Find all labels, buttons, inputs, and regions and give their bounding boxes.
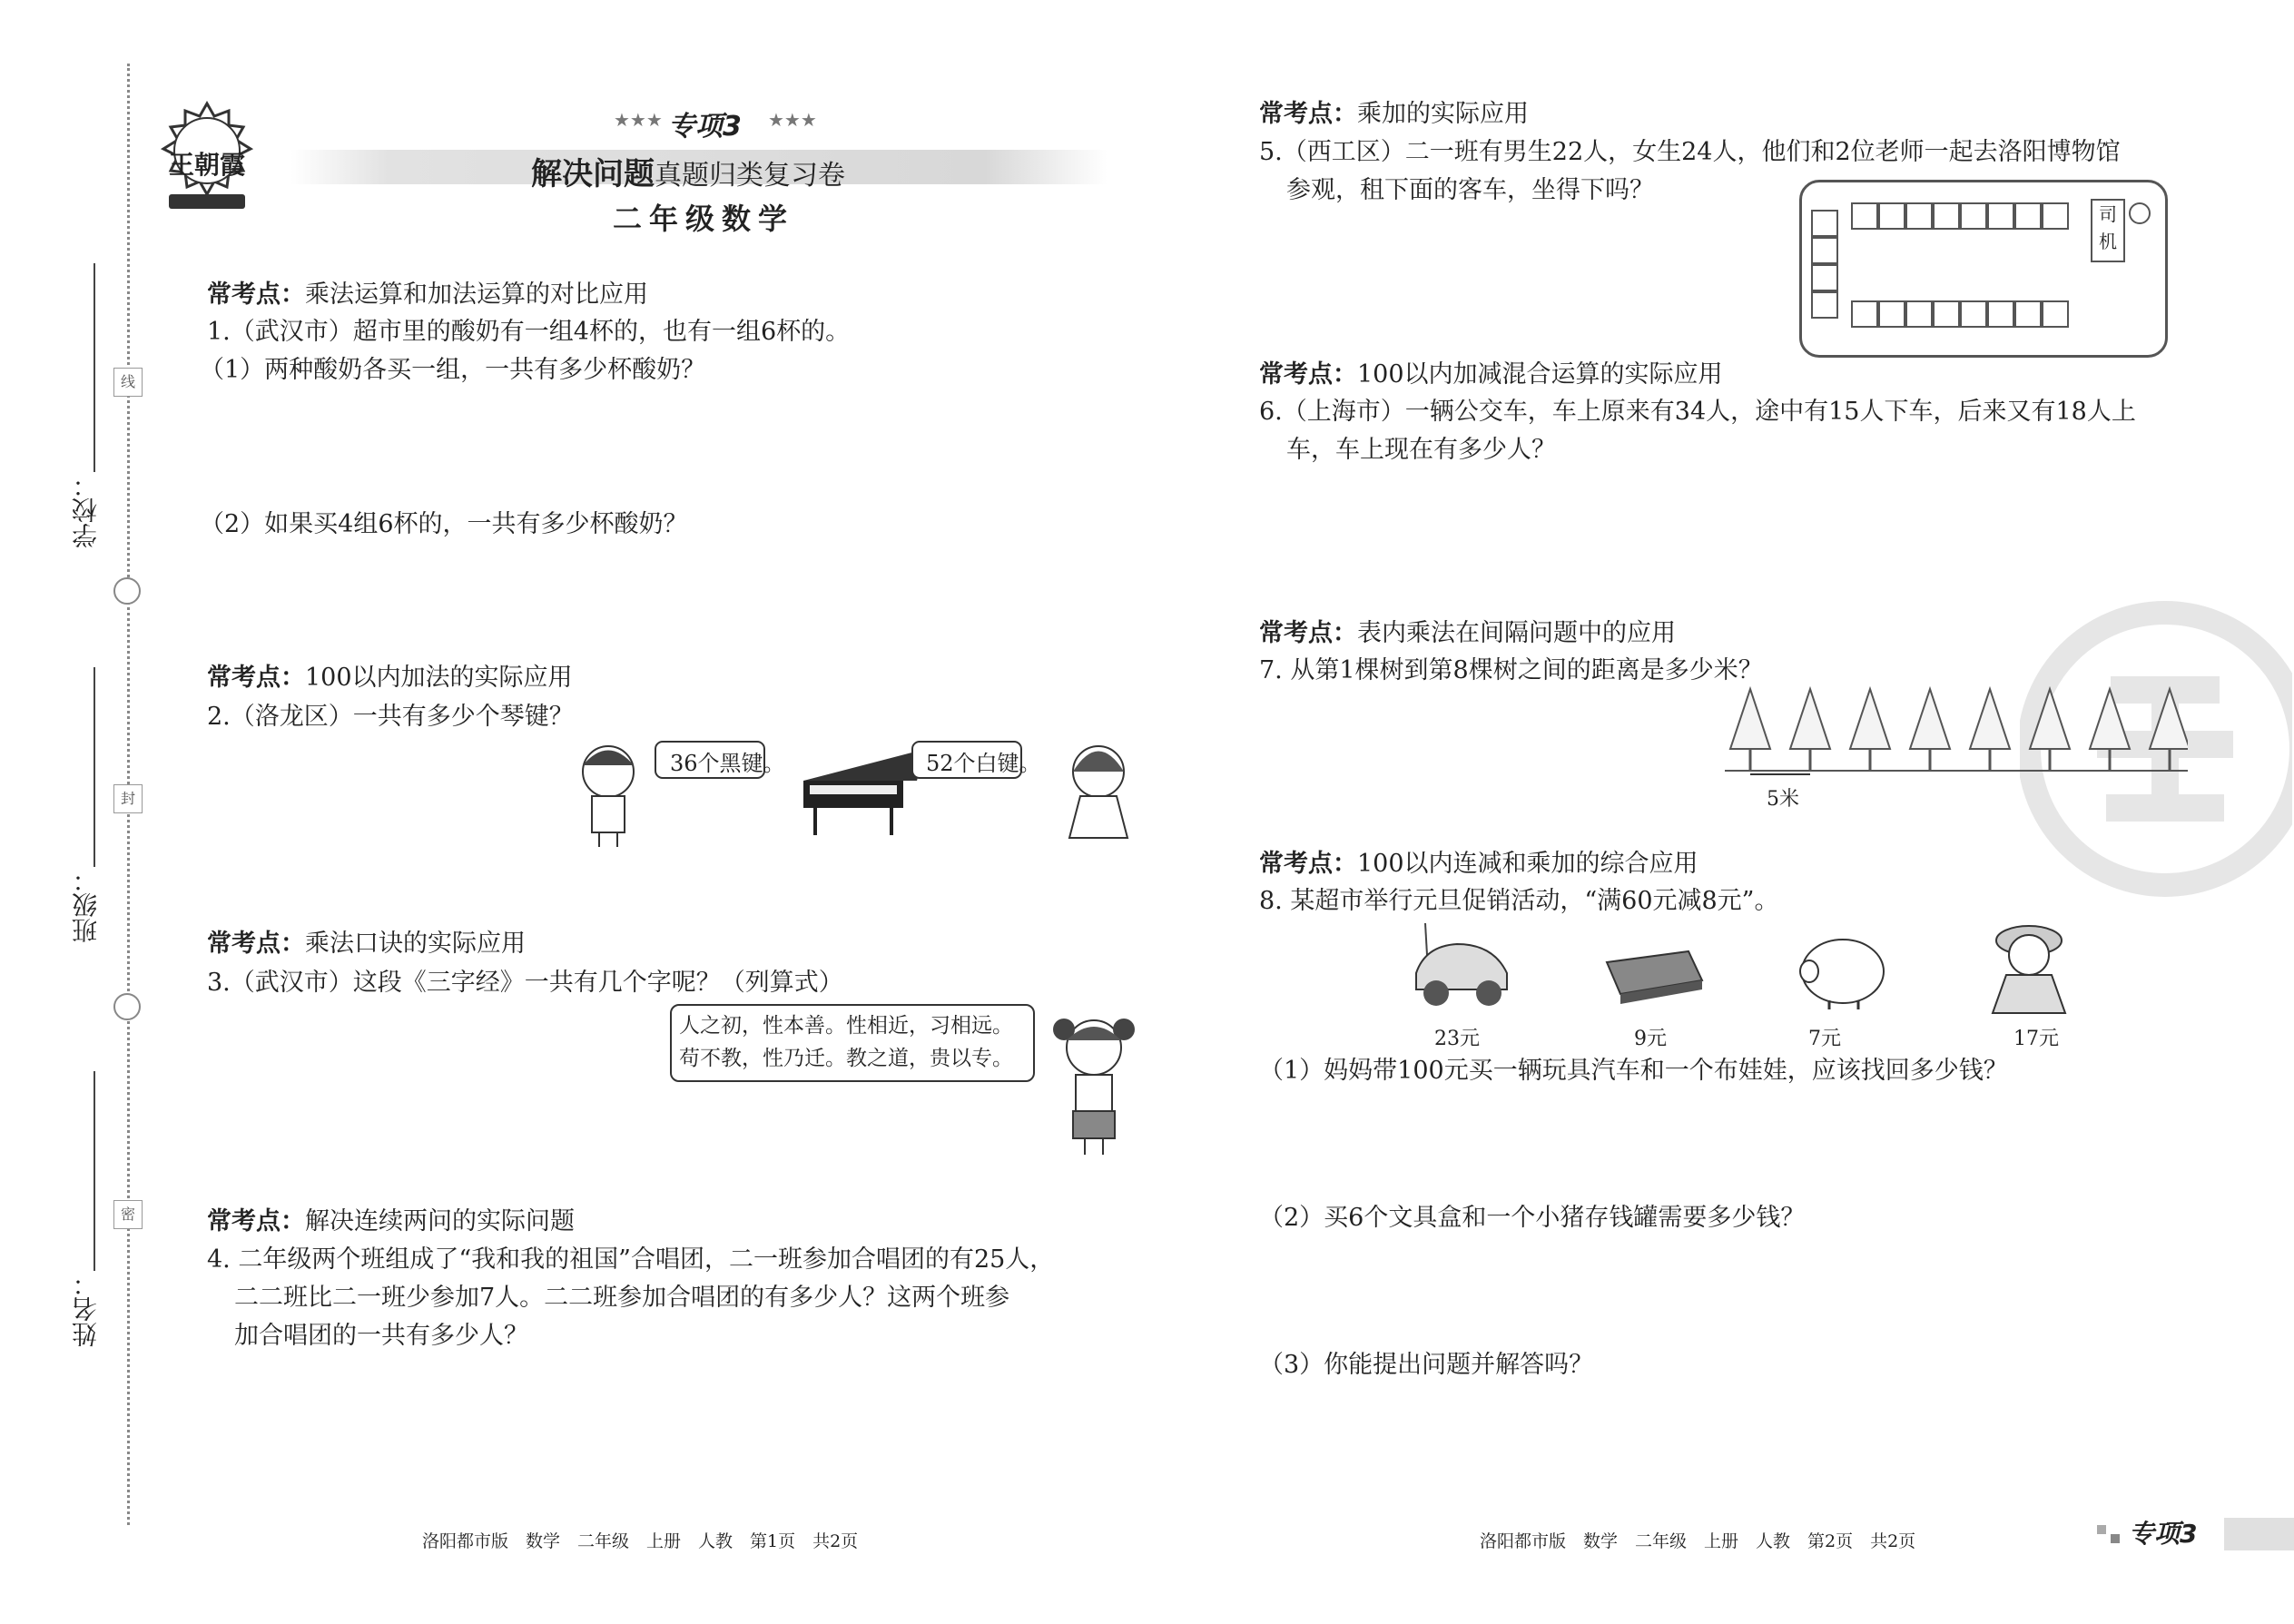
seat bbox=[2042, 300, 2069, 328]
logo-text: 王朝霞 bbox=[168, 150, 245, 180]
question-1-part-1: （1）两种酸奶各买一组，一共有多少杯酸奶？ bbox=[200, 356, 706, 384]
seat bbox=[1905, 300, 1933, 328]
question-6-line-1: 6.（上海市）一辆公交车，车上原来有34人，途中有15人下车，后来又有18人上 bbox=[1259, 398, 2136, 426]
question-4-line-3: 加合唱团的一共有多少人？ bbox=[234, 1322, 528, 1350]
seat bbox=[2014, 202, 2042, 230]
page-subtitle: 二年级数学 bbox=[613, 202, 795, 236]
question-5-line-1: 5.（西工区）二一班有男生22人，女生24人，他们和2位老师一起去洛阳博物馆 bbox=[1259, 138, 2121, 166]
girl-with-pigtails-icon bbox=[1044, 1004, 1144, 1158]
star-decoration-icon: ★★★ bbox=[614, 109, 663, 131]
girl-icon bbox=[1069, 746, 1127, 838]
name-blank-line[interactable] bbox=[94, 1071, 95, 1271]
footer-badge-band bbox=[2224, 1518, 2294, 1550]
seat bbox=[1960, 300, 1987, 328]
speech-bubble-left-text: 36个黑键。 bbox=[670, 751, 785, 776]
question-4-line-2: 二二班比二一班少参加7人。二二班参加合唱团的有多少人？这两个班参 bbox=[234, 1284, 1010, 1312]
seat bbox=[1987, 300, 2014, 328]
question-4-line-1: 4. 二年级两个班组成了“我和我的祖国”合唱团，二一班参加合唱团的有25人， bbox=[207, 1245, 1055, 1274]
knowledge-point: 常考点：表内乘法在间隔问题中的应用 bbox=[1259, 619, 1676, 647]
question-8-part-3: （3）你能提出问题并解答吗？ bbox=[1259, 1351, 1594, 1379]
toy-car-icon bbox=[1407, 919, 1516, 1009]
question-1: 1.（武汉市）超市里的酸奶有一组4杯的，也有一组6杯的。 bbox=[207, 318, 851, 346]
piggy-bank-icon bbox=[1793, 926, 1893, 1012]
series-label: 专项3 bbox=[668, 111, 742, 143]
seat bbox=[1987, 202, 2014, 230]
star-decoration-icon: ★★★ bbox=[768, 109, 817, 131]
swirl-icon bbox=[113, 993, 141, 1020]
title-rest: 真题归类复习卷 bbox=[655, 160, 845, 192]
piano-illustration bbox=[572, 731, 1153, 849]
school-blank-line[interactable] bbox=[94, 263, 95, 472]
seat bbox=[1878, 300, 1905, 328]
question-3: 3.（武汉市）这段《三字经》一共有几个字呢？（列算式） bbox=[207, 969, 843, 997]
knowledge-point: 常考点：乘加的实际应用 bbox=[1259, 100, 1529, 128]
poem-line-1: 人之初，性本善。性相近，习相远。 bbox=[679, 1014, 1013, 1038]
seat bbox=[1851, 300, 1878, 328]
fold-word-secret: 密 bbox=[113, 1200, 143, 1229]
pencil-case-icon bbox=[1598, 944, 1707, 1008]
seat bbox=[1933, 202, 1960, 230]
trees-row-illustration bbox=[1725, 685, 2188, 785]
question-5-line-2: 参观，租下面的客车，坐得下吗？ bbox=[1286, 176, 1654, 204]
seat bbox=[1960, 202, 1987, 230]
tree-distance-label: 5米 bbox=[1767, 788, 1799, 811]
knowledge-point: 常考点：100以内连减和乘加的综合应用 bbox=[1259, 850, 1698, 878]
knowledge-point: 常考点：解决连续两问的实际问题 bbox=[207, 1207, 575, 1235]
seat bbox=[1851, 202, 1878, 230]
decoration-square bbox=[2111, 1534, 2120, 1543]
price-toy-car: 23元 bbox=[1434, 1028, 1480, 1050]
knowledge-point: 常考点：乘法口诀的实际应用 bbox=[207, 930, 526, 958]
seat bbox=[1878, 202, 1905, 230]
seat bbox=[1811, 210, 1838, 237]
title-bold: 解决问题 bbox=[531, 156, 655, 192]
question-8-part-2: （2）买6个文具盒和一个小猪存钱罐需要多少钱？ bbox=[1259, 1204, 1806, 1232]
seat bbox=[1811, 237, 1838, 264]
page-title bbox=[531, 149, 845, 193]
footer-right: 洛阳都市版 数学 二年级 上册 人教 第2页 共2页 bbox=[1480, 1531, 1916, 1551]
fold-word-seal: 封 bbox=[113, 784, 143, 813]
decoration-square bbox=[2097, 1525, 2106, 1534]
price-pencil-case: 9元 bbox=[1634, 1028, 1667, 1050]
price-piggy-bank: 7元 bbox=[1808, 1028, 1841, 1050]
footer-left: 洛阳都市版 数学 二年级 上册 人教 第1页 共2页 bbox=[422, 1531, 859, 1551]
grand-piano-icon bbox=[803, 749, 926, 835]
class-label: 班级： bbox=[71, 867, 101, 943]
seat bbox=[1933, 300, 1960, 328]
question-7: 7. 从第1棵树到第8棵树之间的距离是多少米？ bbox=[1259, 656, 1763, 684]
knowledge-point: 常考点：乘法运算和加法运算的对比应用 bbox=[207, 281, 648, 309]
footer-badge: 专项3 bbox=[2129, 1519, 2198, 1549]
boy-icon bbox=[583, 746, 634, 847]
question-8-part-1: （1）妈妈带100元买一辆玩具汽车和一个布娃娃，应该找回多少钱？ bbox=[1259, 1057, 2008, 1085]
class-blank-line[interactable] bbox=[94, 667, 95, 867]
price-doll: 17元 bbox=[2013, 1028, 2059, 1050]
swirl-icon bbox=[113, 577, 141, 605]
question-6-line-2: 车，车上现在有多少人？ bbox=[1286, 436, 1556, 464]
question-1-part-2: （2）如果买4组6杯的，一共有多少杯酸奶？ bbox=[200, 510, 688, 538]
speech-bubble-right-text: 52个白键。 bbox=[926, 751, 1041, 776]
seat bbox=[2042, 202, 2069, 230]
steering-wheel-icon bbox=[2129, 202, 2151, 224]
knowledge-point: 常考点：100以内加减混合运算的实际应用 bbox=[1259, 360, 1723, 389]
seat bbox=[1811, 291, 1838, 319]
seat bbox=[1811, 264, 1838, 291]
question-8: 8. 某超市举行元旦促销活动，“满60元减8元”。 bbox=[1259, 887, 1779, 915]
poem-line-2: 苟不教，性乃迁。教之道，贵以专。 bbox=[679, 1047, 1013, 1070]
seat bbox=[2014, 300, 2042, 328]
doll-icon bbox=[1979, 919, 2079, 1019]
fold-word-line: 线 bbox=[113, 368, 143, 397]
question-2: 2.（洛龙区）一共有多少个琴键？ bbox=[207, 703, 574, 731]
seat bbox=[1905, 202, 1933, 230]
poem-bubble bbox=[670, 1004, 1035, 1082]
knowledge-point: 常考点：100以内加法的实际应用 bbox=[207, 664, 573, 692]
school-label: 学校： bbox=[71, 472, 101, 548]
name-label: 姓名： bbox=[71, 1271, 101, 1347]
bus-seat-diagram bbox=[1799, 180, 2168, 358]
driver-seat: 司 机 bbox=[2091, 199, 2125, 262]
